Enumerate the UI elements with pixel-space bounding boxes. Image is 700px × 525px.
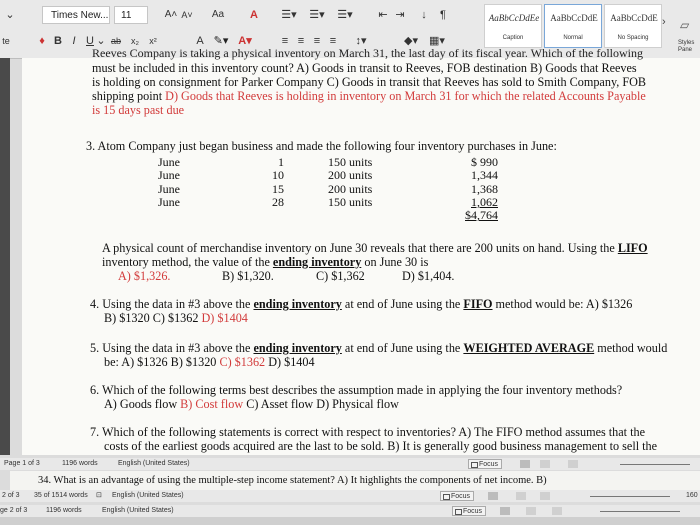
styles-more-arrow-icon[interactable]: › <box>662 16 666 28</box>
focus-button[interactable] <box>452 506 486 516</box>
q2-answer-d-cont: is 15 days past due <box>92 103 185 117</box>
zoom-slider[interactable] <box>590 496 670 497</box>
q5-t4: be: A) $1326 B) $1320 <box>104 355 220 369</box>
q3-answer-c: C) $1,362 <box>316 269 365 283</box>
focus-label: Focus <box>479 461 499 468</box>
show-formatting-button[interactable]: ¶ <box>440 9 446 21</box>
align-center-icon[interactable]: ≡ <box>297 35 305 47</box>
purchase-month: June <box>158 168 180 183</box>
align-right-icon[interactable]: ≡ <box>313 35 321 47</box>
question-7-line-1 <box>90 426 645 440</box>
align-left-icon[interactable]: ≡ <box>281 35 289 47</box>
question-2-line-3 <box>92 90 646 104</box>
purchase-month: June <box>158 155 180 169</box>
table-row <box>158 183 498 196</box>
justify-icon[interactable]: ≡ <box>329 35 337 47</box>
zoom-slider[interactable] <box>600 511 680 512</box>
q3-answer-b: B) $1,320. <box>222 269 274 283</box>
font-size-dropdown[interactable] <box>114 6 148 24</box>
change-case-button[interactable]: Aa <box>211 9 225 20</box>
question-3-answers <box>118 269 455 284</box>
q5-t5: D) $1404 <box>265 355 315 369</box>
clear-formatting-icon[interactable]: A <box>250 9 258 21</box>
purchase-day: 15 <box>272 181 284 196</box>
table-row-total <box>158 209 498 222</box>
web-layout-icon[interactable] <box>516 492 526 500</box>
shrink-font-button[interactable]: A˅ <box>181 10 193 20</box>
q4-t3: method would be: A) $1326 <box>492 297 633 311</box>
shading-icon[interactable]: ◆▾ <box>404 35 418 47</box>
style-sample: AaBbCcDdE <box>550 13 598 23</box>
q2-text-1: must be included in this inventory count? A) Goods in transit to Reeves, FOB destination B) Goods that Reeves <box>92 61 637 75</box>
font-name-value: Times New... <box>51 10 109 21</box>
styles-pane-label: Styles Pane <box>678 40 695 53</box>
q6-t1: 6. Which of the following terms best describes the assumption made in applying the four inventory methods? <box>90 383 623 397</box>
question-6-line-1 <box>90 384 622 398</box>
font-size-value: 11 <box>121 10 132 21</box>
question-2-line-1 <box>92 62 637 76</box>
purchase-cost: $ 990 <box>471 155 498 169</box>
q5-t2: at end of June using the <box>341 341 464 355</box>
table-row <box>158 196 498 209</box>
print-layout-icon[interactable] <box>488 492 498 500</box>
q2-text-2: is holding on consignment for Parker Company C) Goods in transit that Reeves has sold to Smith Company, FOB <box>92 75 647 89</box>
language[interactable]: English (United States) <box>102 507 174 514</box>
style-name: Normal <box>563 35 583 41</box>
style-no-spacing[interactable] <box>604 4 662 48</box>
web-layout-icon[interactable] <box>526 507 536 515</box>
outline-view-icon[interactable] <box>540 492 550 500</box>
q5-weighted-average: WEIGHTED AVERAGE <box>463 341 595 355</box>
empty-cell <box>228 209 328 222</box>
q7-t2: costs of the earliest goods acquired are the last to be sold. B) It is generally good business management to sell the <box>104 439 658 453</box>
bold-button[interactable]: B <box>54 35 62 47</box>
underline-button[interactable]: U <box>86 35 94 47</box>
q3-answer-a: A) $1,326. <box>118 269 171 283</box>
question-6-line-2 <box>104 398 399 412</box>
outline-view-icon[interactable] <box>552 507 562 515</box>
q4-ending-inventory: ending inventory <box>253 297 342 311</box>
purchase-units: 150 units <box>328 194 373 209</box>
question-7-line-2 <box>104 440 657 454</box>
q4-t4: B) $1320 C) $1362 <box>104 311 202 325</box>
proofing-icon[interactable]: ⊡ <box>96 492 102 499</box>
question-3-para-2 <box>102 256 428 270</box>
purchases-table <box>158 156 498 222</box>
status-bar <box>0 505 700 517</box>
word-count[interactable]: 1196 words <box>62 460 98 467</box>
purchase-units: 200 units <box>328 168 373 183</box>
q4-t2: at end of June using the <box>341 297 464 311</box>
q5-t1: 5. Using the data in #3 above the <box>90 341 254 355</box>
q7-t1: 7. Which of the following statements is correct with respect to inventories? A) The FIFO method assumes that the <box>90 425 645 439</box>
q5-t3: method would <box>594 341 668 355</box>
font-name-dropdown[interactable] <box>42 6 110 24</box>
question-5-line-2 <box>104 356 315 370</box>
purchase-cost: 1,344 <box>471 168 498 183</box>
q5-ending-inventory: ending inventory <box>253 341 342 355</box>
outline-view-icon[interactable] <box>568 460 578 468</box>
page-count[interactable]: ge 2 of 3 <box>0 507 28 514</box>
q2-answer-d: D) Goods that Reeves is holding in inventory on March 31 for which the related Accounts Payable <box>165 89 646 103</box>
superscript-button[interactable]: x² <box>149 36 157 46</box>
print-layout-icon[interactable] <box>500 507 510 515</box>
page-count[interactable]: Page 1 of 3 <box>4 460 40 467</box>
word-count[interactable]: 35 of 1514 words <box>34 492 88 499</box>
decrease-indent-icon[interactable]: ⇤ <box>378 9 388 21</box>
paste-icon[interactable]: ♦ <box>39 35 45 47</box>
status-bar <box>0 490 700 502</box>
language[interactable]: English (United States) <box>112 492 184 499</box>
bullets-icon[interactable]: ☰▾ <box>281 9 297 21</box>
style-name: Caption <box>502 35 524 41</box>
underline-dropdown-icon[interactable]: ⌄ <box>96 35 106 47</box>
focus-button[interactable] <box>468 459 502 469</box>
q3-p1: A physical count of merchandise inventory on June 30 reveals that there are 200 units on hand. Using the <box>102 241 618 255</box>
focus-label: Focus <box>451 493 471 500</box>
language[interactable]: English (United States) <box>118 460 190 467</box>
q6-t2: A) Goods flow <box>104 397 181 411</box>
sort-icon[interactable]: ↓ <box>421 9 427 21</box>
purchase-units: 200 units <box>328 181 373 196</box>
question-3-para-1 <box>102 242 648 256</box>
style-normal[interactable] <box>544 4 602 48</box>
table-row <box>158 169 498 182</box>
zoom-level[interactable]: 160 <box>686 492 698 499</box>
q34-text: 34. What is an advantage of using the multiple-step income statement? A) It highlights the components of net income. B) <box>38 475 547 486</box>
web-layout-icon[interactable] <box>540 460 550 468</box>
question-2-line-4 <box>92 104 184 118</box>
cut-off-text: Reeves Company is taking a physical inventory on March 31, the last day of its fiscal year. Which of the following <box>92 46 643 60</box>
borders-icon[interactable]: ▦▾ <box>429 35 445 47</box>
purchase-day: 10 <box>272 168 284 183</box>
q5-answer-c: C) $1362 <box>219 355 266 369</box>
q2-text-3: shipping point <box>92 89 166 103</box>
document-page-slice[interactable] <box>10 471 700 490</box>
zoom-slider[interactable] <box>620 464 690 465</box>
style-caption[interactable] <box>484 4 542 48</box>
question-4-line-2 <box>104 312 248 326</box>
q3-ending-inventory: ending inventory <box>272 255 362 269</box>
q3-p2b: on June 30 is <box>361 255 429 269</box>
italic-button[interactable]: I <box>72 35 76 47</box>
strikethrough-button[interactable]: ab <box>110 36 121 46</box>
q3-lifo: LIFO <box>617 241 648 255</box>
question-4-line-1 <box>90 298 632 312</box>
q3-answer-d: D) $1,404. <box>402 269 455 283</box>
purchase-total: $4,764 <box>465 208 498 223</box>
q3-p2a: inventory method, the value of the <box>102 255 273 269</box>
q4-fifo: FIFO <box>463 297 493 311</box>
line-spacing-icon[interactable]: ↕▾ <box>355 35 367 47</box>
bottom-edge <box>0 517 700 525</box>
style-sample: AaBbCcDdE <box>610 13 658 23</box>
purchase-units: 150 units <box>328 155 373 169</box>
focus-button[interactable] <box>440 491 474 501</box>
font-color-icon[interactable]: A▾ <box>238 35 252 47</box>
status-bar <box>0 458 700 470</box>
dropdown-arrow-icon[interactable]: ⌄ <box>5 9 15 21</box>
focus-label: Focus <box>463 508 483 515</box>
q6-t3: C) Asset flow D) Physical flow <box>243 397 399 411</box>
purchase-month: June <box>158 194 180 209</box>
purchase-cost: 1,368 <box>471 181 498 196</box>
question-5-line-1 <box>90 342 667 356</box>
purchase-day: 28 <box>272 194 284 209</box>
increase-indent-icon[interactable]: ⇥ <box>395 9 405 21</box>
empty-cell <box>158 209 228 222</box>
text-effects-icon[interactable]: A <box>196 35 204 47</box>
multilevel-list-icon[interactable]: ☰▾ <box>337 9 353 21</box>
q4-answer-d: D) $1404 <box>201 311 248 325</box>
question-2-line-2 <box>92 76 646 90</box>
left-margin-strip <box>0 58 10 455</box>
question-34-line <box>38 474 547 488</box>
left-edge-label: te <box>2 36 10 46</box>
styles-pane-icon: ▱ <box>680 18 690 32</box>
highlight-color-icon[interactable]: ✎▾ <box>213 35 229 47</box>
word-count[interactable]: 1196 words <box>46 507 82 514</box>
cut-off-text-line <box>92 46 692 60</box>
q3-intro-text: 3. Atom Company just began business and made the following four inventory purchases in June: <box>86 139 557 153</box>
subscript-button[interactable]: x₂ <box>131 36 139 46</box>
purchase-day: 1 <box>278 155 284 169</box>
empty-cell <box>328 209 458 222</box>
style-sample: AaBbCcDdEe <box>488 13 540 23</box>
q4-t1: 4. Using the data in #3 above the <box>90 297 254 311</box>
q6-answer-b: B) Cost flow <box>180 397 244 411</box>
purchase-month: June <box>158 181 180 196</box>
numbering-icon[interactable]: ☰▾ <box>309 9 325 21</box>
question-3-intro <box>86 140 557 154</box>
style-name: No Spacing <box>617 35 649 41</box>
purchase-cost: 1,062 <box>471 194 498 209</box>
grow-font-button[interactable]: A˄ <box>164 9 178 20</box>
print-layout-icon[interactable] <box>520 460 530 468</box>
table-row <box>158 156 498 169</box>
page-count[interactable]: 2 of 3 <box>2 492 20 499</box>
